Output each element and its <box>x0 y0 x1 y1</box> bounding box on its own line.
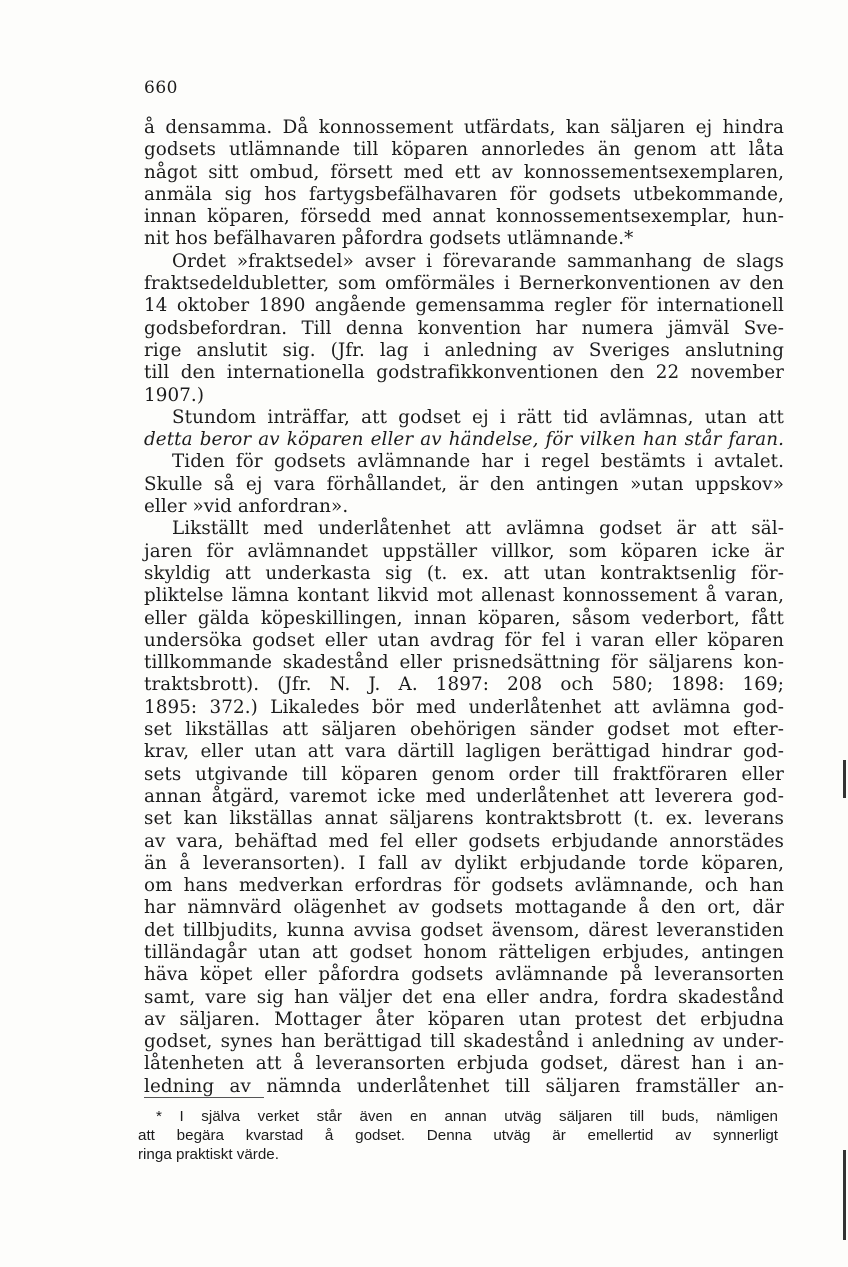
text-line: undersöka godset eller utan avdrag för fel i varan eller köparen <box>144 629 784 651</box>
text-line: innan köparen, försedd med annat konnossementsexemplar, hun- <box>144 206 784 228</box>
text-line: detta beror av köparen eller av händelse, för vilken han står faran. <box>144 429 784 451</box>
text-line: set kan likställas annat säljarens kontraktsbrott (t. ex. leverans <box>144 808 784 830</box>
text-line: 1895: 372.) Likaledes bör med underlåtenhet att avlämna god- <box>144 696 784 718</box>
text-line: än å leveransorten). I fall av dylikt erbjudande torde köparen, <box>144 852 784 874</box>
scan-edge-mark <box>843 760 846 798</box>
text-line: något sitt ombud, försett med ett av konnossementsexemplaren, <box>144 161 784 183</box>
text-line: Tiden för godsets avlämnande har i regel bestämts i avtalet. <box>172 451 784 473</box>
text-line: traktsbrott). (Jfr. N. J. A. 1897: 208 och 580; 1898: 169; <box>144 674 784 696</box>
text-line: nit hos befälhavaren påfordra godsets utlämnande.* <box>144 228 634 250</box>
text-line: sets utgivande till köparen genom order till fraktföraren eller <box>144 763 784 785</box>
footnote-line: att begära kvarstad å godset. Denna utväg är emellertid av synnerligt <box>138 1127 778 1144</box>
text-line: godset, synes han berättigad till skadestånd i anledning av under- <box>144 1031 784 1053</box>
text-line: till den internationella godstrafikkonventionen den 22 november <box>144 362 784 384</box>
body-text <box>144 117 784 1098</box>
text-line: häva köpet eller påfordra godsets avlämnande på leveransorten <box>144 964 784 986</box>
text-line: av vara, behäftad med fel eller godsets erbjudande annorstädes <box>144 830 784 852</box>
text-line: å densamma. Då konnossement utfärdats, kan säljaren ej hindra <box>144 117 784 138</box>
text-line: tilländagår utan att godset honom rätteligen erbjudes, antingen <box>144 941 784 963</box>
text-line: Stundom inträffar, att godset ej i rätt tid avlämnas, utan att <box>172 406 784 428</box>
footnote-divider <box>144 1097 264 1098</box>
text-line: eller gälda köpeskillingen, innan köparen, såsom vederbort, fått <box>144 607 784 629</box>
footnote <box>138 1107 778 1164</box>
text-line: godsets utlämnande till köparen annorledes än genom att låta <box>144 139 784 161</box>
text-line: 1907.) <box>144 384 205 406</box>
footnote-line: ringa praktiskt värde. <box>138 1146 279 1163</box>
text-line: låtenheten att å leveransorten erbjuda godset, därest han i an- <box>144 1053 784 1075</box>
text-line: Likställt med underlåtenhet att avlämna godset är att säl- <box>172 518 784 540</box>
text-line: krav, eller utan att vara därtill lagligen berättigad hindrar god- <box>144 741 784 763</box>
text-line: eller »vid anfordran». <box>144 496 349 518</box>
text-line: om hans medverkan erfordras för godsets avlämnande, och han <box>144 875 784 897</box>
text-line: annan åtgärd, varemot icke med underlåtenhet att leverera god- <box>144 785 784 807</box>
text-line: ledning av nämnda underlåtenhet till säljaren framställer an- <box>144 1075 784 1097</box>
text-line: tillkommande skadestånd eller prisnedsättning för säljarens kon- <box>144 652 784 674</box>
text-line: fraktsedeldubletter, som omförmäles i Bernerkonventionen av den <box>144 273 784 295</box>
text-line: skyldig att underkasta sig (t. ex. att utan kontraktsenlig för- <box>144 562 784 584</box>
text-line: set likställas att säljaren obehörigen sänder godset mot efter- <box>144 719 784 741</box>
text-line: samt, vare sig han väljer det ena eller andra, fordra skadestånd <box>144 986 784 1008</box>
page-number: 660 <box>144 78 178 98</box>
footnote-line: * I själva verket står även en annan utväg säljaren till buds, nämligen <box>156 1108 778 1125</box>
text-line: har nämnvärd olägenhet av godsets mottagande å den ort, där <box>144 897 784 919</box>
text-line: av säljaren. Mottager åter köparen utan protest det erbjudna <box>144 1008 784 1030</box>
text-line: anmäla sig hos fartygsbefälhavaren för godsets utbekommande, <box>144 183 784 205</box>
text-line: Ordet »fraktsedel» avser i förevarande sammanhang de slags <box>172 250 784 272</box>
scan-edge-mark <box>843 1150 846 1240</box>
text-line: godsbefordran. Till denna konvention har numera jämväl Sve- <box>144 317 784 339</box>
text-line: det tillbjudits, kunna avvisa godset ävensom, därest leveranstiden <box>144 919 784 941</box>
text-line: jaren för avlämnandet uppställer villkor, som köparen icke är <box>144 540 784 562</box>
text-line: pliktelse lämna kontant likvid mot allenast konnossement å varan, <box>144 585 784 607</box>
text-line: rige anslutit sig. (Jfr. lag i anledning av Sveriges anslutning <box>144 339 784 361</box>
text-line: Skulle så ej vara förhållandet, är den antingen »utan uppskov» <box>144 473 784 495</box>
text-line: 14 oktober 1890 angående gemensamma regler för internationell <box>144 295 784 317</box>
